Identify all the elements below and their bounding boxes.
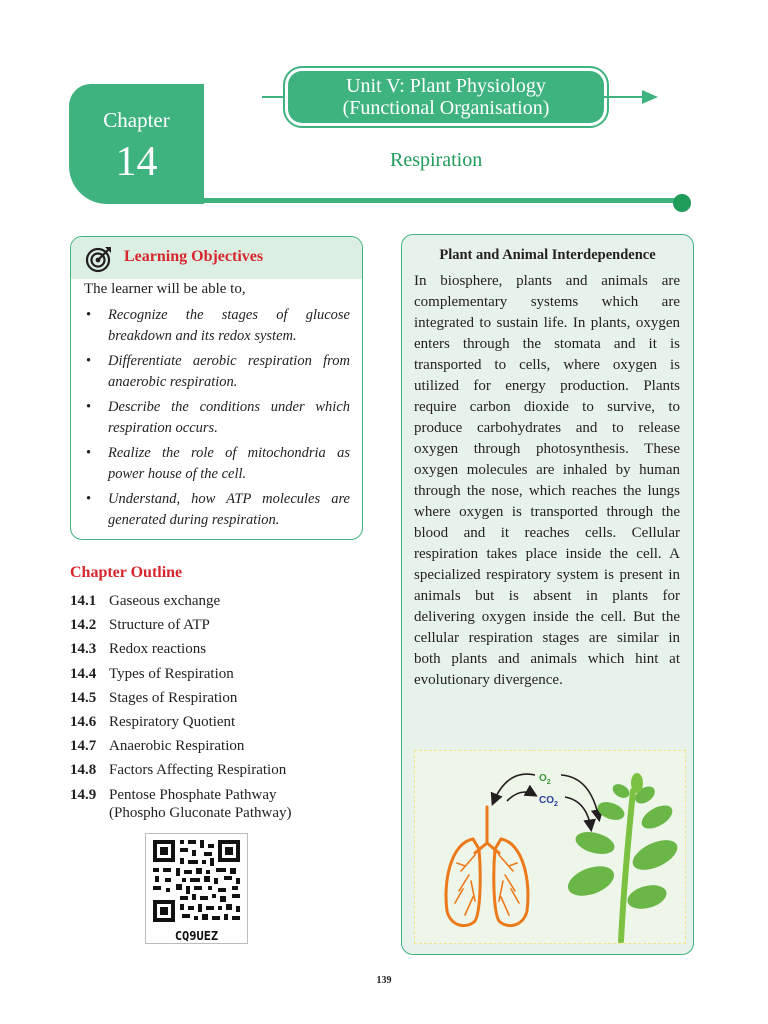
- outline-item: 14.8 Factors Affecting Respiration: [70, 762, 287, 779]
- oxygen-arrow: [493, 774, 535, 803]
- outline-item: 14.7 Anaerobic Respiration: [70, 738, 245, 755]
- arrow-line: [604, 96, 644, 98]
- target-icon: [85, 245, 113, 273]
- co2-label: $CO_2$: [539, 795, 558, 808]
- learning-objectives-title: Learning Objectives: [124, 248, 264, 265]
- co2-arrow: [507, 792, 535, 801]
- lungs-plant-diagram: [415, 751, 685, 943]
- learning-objectives-box: [70, 236, 363, 540]
- chapter-word: Chapter: [103, 108, 170, 132]
- outline-item: 14.9 Pentose Phosphate Pathway (Phospho Gluconate Pathway): [70, 786, 292, 821]
- chapter-number: 14: [115, 139, 158, 185]
- unit-banner: [288, 71, 604, 123]
- interdependence-box: [401, 234, 694, 955]
- co2-uptake-arrow: [565, 797, 591, 829]
- objective-item: • Realize the role of mitochondria as power house of the cell.: [86, 445, 350, 482]
- lungs-icon: [446, 807, 528, 926]
- chapter-tab: [69, 84, 204, 204]
- qr-code-icon: [146, 834, 247, 929]
- objective-item: • Describe the conditions under which respiration occurs.: [86, 399, 350, 436]
- interdependence-body: In biosphere, plants and animals are complementary systems which are integrated to sustain life. In plants, oxygen enters through the stomata and it is transported to cells, where oxygen is utilized for energy production. Plants require carbon dioxide to survive, to produce carbohydrates and to release oxygen through photosynthesis. These oxygen molecules are inhaled by human through the nose, which reaches the lungs where oxygen is transported through the blood and it reaches cells. Cellular respiration takes place inside the cell. A specialized respiratory system is present in animals but is absent in plants for delivering oxygen inside the cell. But the cellular respiration stages are similar in both plants and animals which hint at evolutionary divergence.: [414, 273, 680, 688]
- objective-item: • Recognize the stages of glucose breakdown and its redox system.: [86, 307, 350, 344]
- outline-item: 14.2 Structure of ATP: [70, 617, 210, 634]
- learning-objectives-intro: The learner will be able to,: [84, 281, 246, 297]
- arrow-right-icon: [642, 90, 658, 104]
- qr-code[interactable]: [145, 833, 248, 944]
- objective-item: • Differentiate aerobic respiration from anaerobic respiration.: [86, 353, 350, 390]
- outline-item: 14.3 Redox reactions: [70, 641, 207, 658]
- outline-item: 14.5 Stages of Respiration: [70, 689, 238, 706]
- unit-connector-line: [262, 96, 288, 98]
- learning-objectives-list: [84, 305, 350, 535]
- qr-code-label: CQ9UEZ: [174, 929, 219, 943]
- page-number: 139: [376, 975, 392, 986]
- outline-item: 14.4 Types of Respiration: [70, 665, 234, 682]
- unit-title-line1: Unit V: Plant Physiology: [346, 75, 546, 97]
- o2-label: $O_2$: [539, 773, 551, 786]
- objective-item: • Understand, how ATP molecules are generated during respiration.: [86, 491, 350, 528]
- unit-title-line2: (Functional Organisation): [342, 97, 550, 119]
- chapter-title: Respiration: [390, 149, 483, 171]
- lungs-plant-illustration: [414, 750, 686, 944]
- chapter-outline-list: [70, 591, 360, 821]
- header-dot: [673, 194, 691, 212]
- outline-item: 14.1 Gaseous exchange: [70, 593, 221, 609]
- plant-icon: [564, 773, 682, 941]
- learning-objectives-header: [71, 237, 362, 279]
- header-rule: [204, 198, 680, 203]
- chapter-outline-title: Chapter Outline: [70, 564, 183, 581]
- interdependence-title: Plant and Animal Interdependence: [439, 247, 656, 263]
- outline-item: 14.6 Respiratory Quotient: [70, 713, 236, 730]
